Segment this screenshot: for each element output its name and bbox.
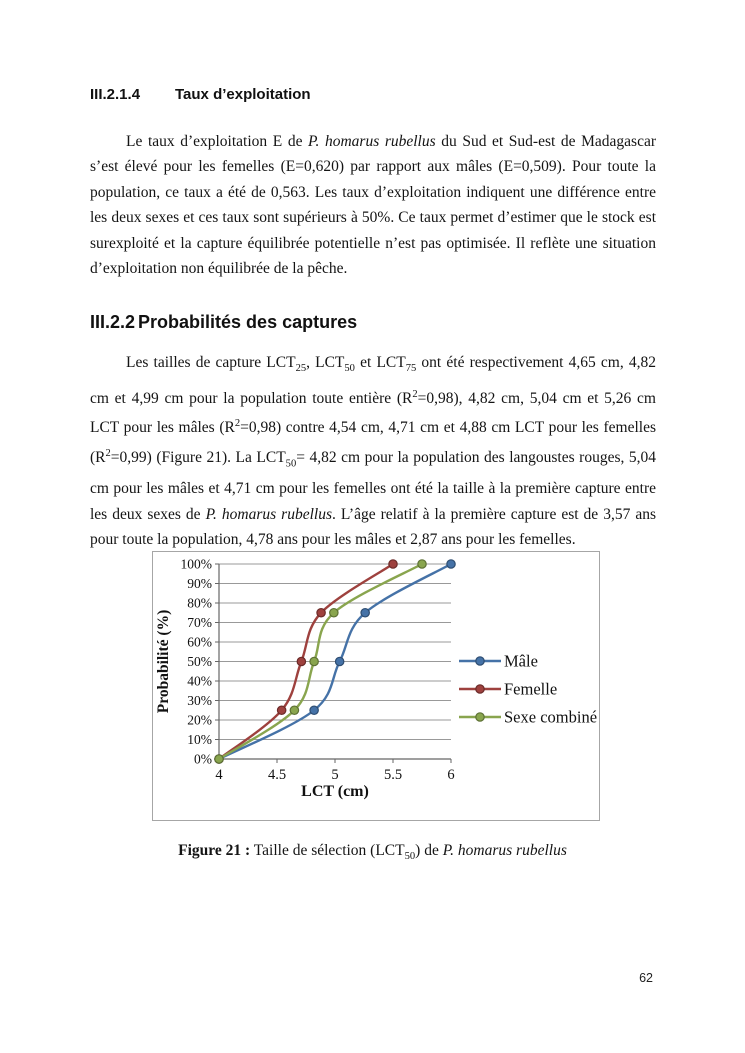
x-axis-title: LCT (cm): [301, 783, 369, 800]
text-segment: =0,98), 4,82 cm, 5,04 cm et 5,26 cm LCT pour les mâles (R: [90, 389, 656, 437]
text-segment: P. homarus rubellus: [205, 505, 332, 523]
y-tick-label: 50%: [187, 653, 212, 669]
text-segment: = 4,82 cm pour la population des langoustes rouges, 5,04 cm pour les mâles et 4,71 cm pour les femelles ont été la taille à la première capture entre les deux sexes de: [90, 448, 656, 523]
data-point-marker: [418, 560, 426, 568]
text-segment: 25: [295, 363, 307, 375]
text-segment: et LCT: [354, 354, 406, 371]
text-segment: =0,99) (Figure 21). La LCT: [110, 448, 286, 466]
text-segment: 75: [405, 363, 417, 375]
legend-marker: [476, 713, 484, 721]
y-tick-label: 10%: [187, 731, 212, 747]
data-point-marker: [361, 609, 369, 617]
paragraph-probabilites-captures: [90, 350, 656, 553]
text-segment: P. homarus rubellus: [442, 842, 567, 859]
x-tick-label: 4: [215, 767, 223, 783]
y-tick-label: 70%: [187, 614, 212, 630]
x-tick-label: 5: [331, 767, 339, 783]
y-tick-label: 90%: [187, 575, 212, 591]
figure-21-chart: [152, 551, 600, 821]
text-segment: . L’âge relatif à la première capture est de 3,57 ans pour toute la population, 4,78 ans pour les mâles et 2,87 ans pour les femelles.: [90, 505, 656, 549]
data-point-marker: [297, 657, 305, 665]
text-segment: 2: [234, 418, 241, 430]
section-number: III.2.2: [90, 312, 136, 332]
section-title: Probabilités des captures: [138, 312, 358, 332]
y-tick-label: 100%: [180, 556, 212, 572]
section-number: III.2.1.4: [90, 86, 141, 103]
data-point-marker: [290, 706, 298, 714]
text-segment: 50: [404, 851, 416, 863]
data-point-marker: [447, 560, 455, 568]
legend-label: Sexe combiné: [504, 707, 598, 727]
y-tick-label: 60%: [187, 634, 212, 650]
data-point-marker: [310, 706, 318, 714]
y-tick-label: 30%: [187, 692, 212, 708]
y-tick-label: 80%: [187, 595, 212, 611]
section-heading-probabilites: [90, 312, 357, 333]
legend-label: Mâle: [504, 651, 538, 671]
text-segment: 2: [412, 388, 418, 400]
y-tick-label: 0%: [194, 751, 212, 767]
page-number: 62: [639, 971, 653, 985]
text-segment: 2: [105, 447, 111, 459]
text-segment: P. homarus rubellus: [308, 133, 436, 150]
text-segment: =0,98) contre 4,54 cm, 4,71 cm et 4,88 cm LCT pour les femelles (R: [90, 419, 656, 466]
text-segment: du Sud et Sud-est de Madagascar s’est élevé pour les femelles (E=0,620) par rapport aux mâles (E=0,509). Pour toute la population, ce taux a été de 0,563. Les taux d’exploitation indiquent une différence entre les deux sexes et ces taux sont supérieurs à 50%. Ce taux permet d’estimer que le stock est surexploité et la capture équilibrée potentielle n’est pas optimisée. Il reflète une situation d’exploitation non équilibrée de la pêche.: [90, 133, 656, 278]
x-tick-label: 5.5: [383, 767, 403, 783]
text-segment: Figure 21 :: [178, 842, 251, 859]
section-heading-taux: [90, 86, 311, 103]
y-axis-title: Probabilité (%): [155, 609, 172, 714]
text-segment: ont été respectivement 4,65 cm, 4,82 cm et 4,99 cm pour la population toute entière (R: [90, 354, 656, 407]
data-point-marker: [310, 657, 318, 665]
text-segment: , LCT: [306, 354, 345, 371]
y-tick-label: 40%: [187, 673, 212, 689]
section-title: Taux d’exploitation: [175, 86, 311, 103]
figure-21: [152, 551, 600, 821]
legend-marker: [476, 657, 484, 665]
text-segment: Le taux d’exploitation E de: [126, 133, 309, 150]
x-tick-label: 4.5: [267, 767, 287, 783]
x-tick-label: 6: [447, 767, 455, 783]
data-point-marker: [277, 706, 285, 714]
figure-21-caption: [0, 838, 745, 870]
chart-canvas: [153, 552, 599, 820]
data-point-marker: [317, 609, 325, 617]
text-segment: Les tailles de capture LCT: [126, 354, 296, 371]
data-point-marker: [389, 560, 397, 568]
text-segment: ) de: [415, 842, 443, 859]
paragraph-taux-exploitation: [90, 129, 656, 281]
legend-marker: [476, 685, 484, 693]
text-segment: Taille de sélection (LCT: [250, 842, 405, 859]
data-point-marker: [215, 755, 223, 763]
legend-label: Femelle: [504, 679, 558, 699]
y-tick-label: 20%: [187, 712, 212, 728]
data-point-marker: [335, 657, 343, 665]
text-segment: 50: [285, 457, 297, 469]
text-segment: 50: [344, 363, 355, 375]
data-point-marker: [330, 609, 338, 617]
